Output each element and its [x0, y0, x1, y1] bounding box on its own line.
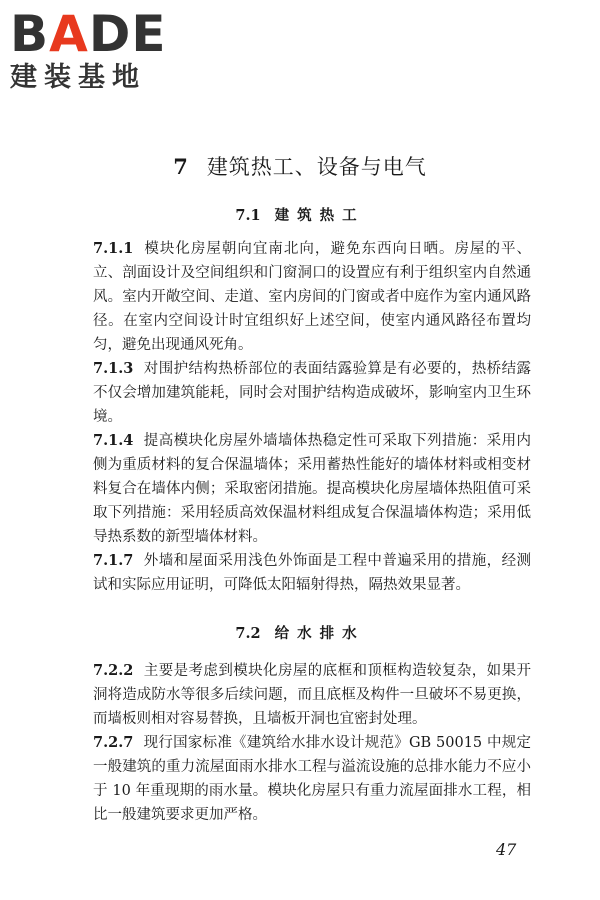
clause-7-1-1 [93, 237, 531, 357]
clause-text: 外墙和屋面采用浅色外饰面是工程中普遍采用的措施，经测试和实际应用证明，可降低太阳辐射得热，隔热效果显著。 [93, 553, 531, 593]
section-number: 7.1 [235, 207, 261, 224]
section-body-7-2 [93, 659, 531, 827]
logo-subtitle: 建装基地 [10, 62, 146, 93]
chapter-title [0, 152, 600, 182]
clause-number: 7.1.3 [93, 360, 134, 377]
clause-number: 7.2.7 [93, 734, 134, 751]
clause-text: 对围护结构热桥部位的表面结露验算是有必要的，热桥结露不仅会增加建筑能耗，同时会对围护结构造成破坏，影响室内卫生环境。 [93, 361, 531, 425]
section-title-7-2 [0, 622, 600, 646]
clause-number: 7.1.1 [93, 240, 134, 257]
clause-7-2-7 [93, 731, 531, 827]
section-body-7-1 [93, 237, 531, 597]
clause-text: 主要是考虑到模块化房屋的底框和顶框构造较复杂，如果开洞将造成防水等很多后续问题，而且底框及构件一旦破坏不易更换，而墙板则相对容易替换，且墙板开洞也宜密封处理。 [93, 663, 531, 727]
section-title-text: 建筑热工 [274, 207, 365, 224]
logo-wordmark: BADE [10, 5, 167, 63]
bade-logo [10, 5, 178, 98]
clause-number: 7.1.7 [93, 552, 134, 569]
clause-text: 提高模块化房屋外墙墙体热稳定性可采取下列措施：采用内侧为重质材料的复合保温墙体；采用蓄热性能好的墙体材料或相变材料复合在墙体内侧；采取密闭措施。提高模块化房屋墙体热阻值可采取下列措施：采用轻质高效保温材料组成复合保温墙体构造；采用低导热系数的新型墙体材料。 [93, 433, 531, 545]
section-title-7-1 [0, 204, 600, 228]
clause-text: 模块化房屋朝向宜南北向，避免东西向日晒。房屋的平、立、剖面设计及空间组织和门窗洞口的设置应有利于组织室内自然通风。室内开敞空间、走道、室内房间的门窗或者中庭作为室内通风路径。在室内空间设计时宜组织好上述空间，使室内通风路径布置均匀，避免出现通风死角。 [93, 241, 531, 353]
section-number: 7.2 [235, 625, 261, 642]
chapter-title-text: 建筑热工、设备与电气 [206, 155, 427, 179]
clause-number: 7.1.4 [93, 432, 134, 449]
clause-7-1-3 [93, 357, 531, 429]
clause-number: 7.2.2 [93, 662, 134, 679]
page-number: 47 [496, 840, 517, 859]
clause-text: 现行国家标准《建筑给水排水设计规范》GB 50015 中规定一般建筑的重力流屋面雨水排水工程与溢流设施的总排水能力不应小于 10 年重现期的雨水量。模块化房屋只有重力流屋面排水工程，相比一般建筑要求更加严格。 [93, 735, 531, 823]
chapter-number: 7 [173, 154, 189, 179]
clause-7-2-2 [93, 659, 531, 731]
section-title-text: 给水排水 [274, 625, 365, 642]
clause-7-1-7 [93, 549, 531, 597]
clause-7-1-4 [93, 429, 531, 549]
